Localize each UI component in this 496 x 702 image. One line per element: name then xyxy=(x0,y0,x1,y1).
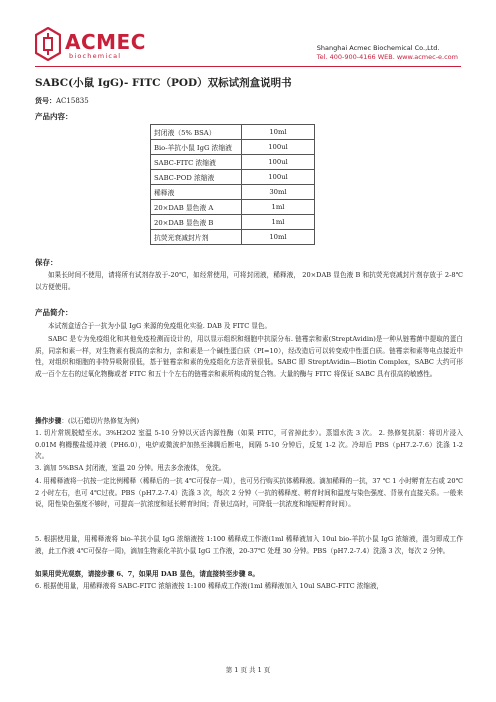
component-name: Bio-羊抗小鼠 IgG 浓缩液 xyxy=(151,140,242,155)
catalog-number xyxy=(35,96,89,106)
kit-contents-table xyxy=(150,124,315,245)
table-row xyxy=(151,200,315,215)
step-1-2: 1. 切片常规脱蜡至水。3%H2O2 室温 5-10 分钟以灭活内源性酶（如果 FITC，可省掉此步）。蒸馏水洗 3 次。 2. 热修复抗原：将切片浸入 0.01M 枸橼酸盐缓冲液（PH6.0），电炉或微波炉加热至沸腾后断电，间隔 5-10 分钟后，反复 1-2 次。冷却后 PBS（pH7.2-7.6）洗涤 1-2 次。 xyxy=(35,429,463,461)
company-name: Shanghai Acmec Biochemical Co.,Ltd. xyxy=(316,44,440,52)
step-6: 6. 根据使用量，用稀释液将 SABC-FITC 浓缩液按 1:100 稀释成工作液(1ml 稀释液加入 10ul SABC-FITC 浓缩液， xyxy=(35,582,384,590)
component-volume: 30ml xyxy=(242,185,315,200)
component-name: 抗荧光衰减封片剂 xyxy=(151,230,242,245)
table-row xyxy=(151,215,315,230)
procedure-note: ：(以石蜡切片热修复为例) xyxy=(61,417,140,425)
intro-heading: 产品简介： xyxy=(35,308,73,317)
document-title: SABC(小鼠 IgG)- FITC（POD）双标试剂盒说明书 xyxy=(35,77,292,89)
procedure-heading-line xyxy=(35,416,463,428)
component-name: SABC-FITC 浓缩液 xyxy=(151,155,242,170)
table-row xyxy=(151,170,315,185)
component-name: SABC-POD 浓缩液 xyxy=(151,170,242,185)
component-volume: 1ml xyxy=(242,215,315,230)
table-row xyxy=(151,140,315,155)
logo-name: ACMEC xyxy=(65,30,146,54)
table-row xyxy=(151,125,315,140)
contents-heading: 产品内容： xyxy=(35,112,73,121)
component-volume: 100ul xyxy=(242,155,315,170)
table-row xyxy=(151,185,315,200)
step-5: 5. 根据使用量，用稀释液将 bio-羊抗小鼠 IgG 浓缩液按 1:100 稀释成工作液(1ml 稀释液加入 10ul bio-羊抗小鼠 IgG 浓缩液，混匀即成工作液，此工作液 4℃可保存一周)，滴加生物素化羊抗小鼠 IgG 工作液，20-37℃ 处理 30 分钟。PBS（pH7.2-7.4）洗涤 3 次，每次 2 分钟。 xyxy=(35,535,463,555)
intro-paragraph-1: 本试剂盒适合于一抗为小鼠 IgG 来源的免疫组化实验. DAB 及 FITC 显色。 xyxy=(48,322,272,330)
company-info xyxy=(317,44,458,61)
company-logo xyxy=(35,27,145,63)
component-volume: 10ml xyxy=(242,125,315,140)
logo-subtitle: biochemical xyxy=(69,52,122,60)
component-volume: 100ul xyxy=(242,170,315,185)
procedure-heading: 操作步骤 xyxy=(35,417,62,425)
component-name: 封闭液（5% BSA） xyxy=(151,125,242,140)
storage-heading: 保存： xyxy=(35,258,58,267)
table-row xyxy=(151,230,315,245)
component-name: 20×DAB 显色液 B xyxy=(151,215,242,230)
table-row xyxy=(151,155,315,170)
page-footer: 第 1 页 共 1 页 xyxy=(225,666,271,674)
catalog-value: AC15835 xyxy=(56,97,89,105)
company-contact: Tel. 400-900-4166 WEB. www.acmec-e.com xyxy=(316,52,458,61)
component-name: 20×DAB 显色液 A xyxy=(151,200,242,215)
component-volume: 1ml xyxy=(242,200,315,215)
intro-paragraph-2: SABC 是专为免疫组化和其他免疫检测而设计的，用以显示组织和细胞中抗原分布. 链霉亲和素(StreptAvidin)是一种从链霉菌中提取的蛋白质，同亲和素一样，对生物素有极高的亲和力，亲和素是一个碱性蛋白质（PI=10），经改造后可以转变成中性蛋白质。链霉亲和素等电点接近中性，对组织和细胞的非特异吸附很低，基于链霉亲和素的免疫组化方法背景很低。SABC 即 StreptAvidin—Biotin Complex，SABC 大约可形成一百个左右的过氧化物酶或者 FITC 和五十个左右的链霉亲和素所构成的复合物。大量的酶与 FITC 将保证 SABC 具有很高的敏感性。 xyxy=(35,335,463,378)
hexagon-logo-icon xyxy=(35,27,61,61)
component-volume: 100ul xyxy=(242,140,315,155)
step-3: 3. 滴加 5%BSA 封闭液，室温 20 分钟。甩去多余液体， 免洗。 xyxy=(35,464,226,472)
catalog-label: 货号： xyxy=(35,96,56,105)
component-name: 稀释液 xyxy=(151,185,242,200)
storage-text: 如果长时间不使用，请将所有试剂存放于-20℃，如经常使用，可将封闭液，稀释液， 20×DAB 显色液 B 和抗荧光衰减封片剂存放于 2-8℃以方便使用。 xyxy=(35,271,463,291)
fluorescence-note: 如果用荧光观察，请接步骤 6、7，如果用 DAB 显色，请直接转至步骤 8。 xyxy=(35,570,259,578)
step-4: 4. 用稀释液将一抗按一定比例稀释（稀释后的一抗 4℃可保存一周），也可另行购买抗体稀释液。滴加稀释的一抗，37 ℃ 1 小时孵育左右或 20℃ 2 小时左右，也可 4℃过夜。PBS（pH7.2-7.4）洗涤 3 次，每次 2 分钟（一抗的稀释度、孵育时间和温度与染色强度、背景有直接关系。一般来说，阳性染色强度不够时，可提高一抗浓度和延长孵育时间；背景过高时，可降低一抗浓度和缩短孵育时间）。 xyxy=(35,477,463,509)
header-divider xyxy=(35,66,461,67)
component-volume: 10ml xyxy=(242,230,315,245)
